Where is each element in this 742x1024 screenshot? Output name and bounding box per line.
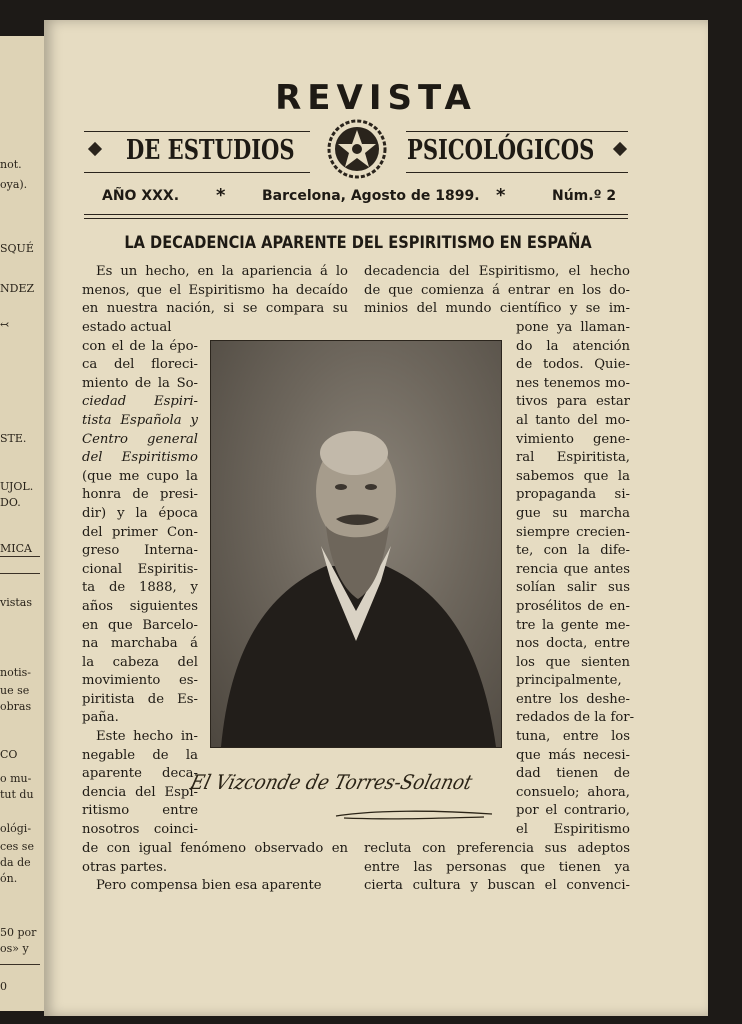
rule-line [84,218,628,219]
text-line: otras partes. [82,859,168,875]
text-line: los que sienten [516,654,630,670]
left-page-text-fragment: SQUÉ [0,242,34,255]
rule-line [406,172,628,173]
text-line: dencia del Espi- [82,784,198,800]
left-page-text-fragment: ón. [0,872,18,885]
signature-flourish-icon [334,806,494,822]
col1-last-line [82,877,348,896]
text-line: ral Espiritista, [516,450,630,466]
text-line: siempre crecien- [516,524,630,540]
text-line: miento de la So- [82,375,198,391]
left-page-text-fragment: 0 [0,980,7,993]
text-line: el Espiritismo [516,822,630,838]
divider [0,556,40,557]
diamond-ornament-icon [88,142,102,156]
left-page-text-fragment: MICA [0,542,32,555]
col2-bottom [364,840,630,896]
text-line: (que me cupo la [82,468,198,484]
text-line: entre las personas que tienen ya [364,859,630,875]
diamond-ornament-icon [613,142,627,156]
text-line: entre los deshe- [516,691,630,707]
text-line: de todos. Quie- [516,357,630,373]
text-line: ca del floreci- [82,357,198,373]
text-line: tista Española y [82,412,198,428]
col1-bottom [82,840,348,877]
asterisk-icon: * [496,185,506,206]
left-page-text-fragment: not. [0,158,22,171]
left-page-text-fragment: CO [0,748,18,761]
left-page-text-fragment: notis- [0,666,32,679]
left-page-text-fragment: os» y [0,942,29,955]
text-line: en que Barcelo- [82,617,198,633]
left-page-text-fragment: STE. [0,432,27,445]
text-line: pone ya llaman- [516,320,630,335]
text-line: vimiento gene- [516,431,630,447]
issue-place-date: Barcelona, Agosto de 1899. [262,188,480,204]
journal-subtitle-right: PSICOLÓGICOS [407,135,595,166]
asterisk-icon: * [216,185,226,206]
text-line: Este hecho in- [96,729,198,745]
text-line: nos docta, entre [516,636,630,652]
left-page-text-fragment: DO. [0,496,21,509]
text-line: cierta cultura y buscan el convenci- [364,878,630,894]
col1-narrow [82,319,198,840]
col1-top [82,263,348,319]
portrait-figure-icon [211,341,501,747]
text-line: negable de la [82,747,198,763]
text-line: minios del mundo científico y se im- [364,301,630,317]
col2-top [364,263,630,319]
left-page-text-fragment: ue se [0,684,30,697]
left-page-text-fragment: tut du [0,788,34,801]
left-page-text-fragment: ↢ [0,318,10,331]
text-line: años siguientes [82,598,198,614]
issue-year: AÑO XXX. [102,188,180,204]
text-line: recluta con preferencia sus adeptos [364,841,630,856]
text-line: tivos para estar [516,394,630,410]
text-line: de con igual fenómeno observado en [82,841,348,856]
text-line: piritista de Es- [82,691,198,707]
text-line: principalmente, [516,673,622,689]
text-line: la cabeza del [82,654,198,670]
text-line: do la atención [516,338,630,354]
text-line: en nuestra nación, si se compara su [82,301,348,317]
signature: El Vizconde de Torres-Solanot [188,770,475,794]
text-line: redados de la for- [516,710,635,726]
text-line: aparente deca- [82,766,198,782]
text-line: estado actual [82,320,172,335]
text-line: propaganda si- [516,487,630,503]
text-line: ciedad Espiri- [82,394,198,410]
text-line: de que comienza á entrar en los do- [364,282,630,298]
star-emblem-icon [326,118,388,180]
left-page-text-fragment: o mu- [0,772,32,785]
col2-narrow [516,319,635,840]
text-line: dir) y la época [82,505,198,521]
text-line: del primer Con- [82,524,198,540]
text-line: honra de presi- [82,487,198,503]
text-line: por el contrario, [516,803,630,819]
left-page-edge [0,36,46,1011]
text-line: dad tienen de [516,766,630,782]
left-page-text-fragment: UJOL. [0,480,34,493]
issue-number: Núm.º 2 [552,188,617,204]
rule-line [84,131,310,132]
text-line: na marchaba á [82,636,198,652]
text-line: ritismo entre [82,803,198,819]
divider [0,964,40,965]
text-line: prosélitos de en- [516,598,630,614]
text-line: del Espiritismo [82,450,198,466]
text-line: Pero compensa bien esa aparente [96,878,322,893]
text-line: te, con la dife- [516,543,630,559]
text-line: al tanto del mo- [516,412,630,428]
portrait-photo [210,340,502,748]
left-page-text-fragment: NDEZ [0,282,35,295]
article-title: LA DECADENCIA APARENTE DEL ESPIRITISMO EN ESPAÑA [124,233,592,253]
text-line: movimiento es- [82,673,198,689]
left-page-text-fragment: vistas [0,596,33,609]
text-line: solían salir sus [516,580,630,596]
text-line: cional Espiritis- [82,561,198,577]
text-line: tre la gente me- [516,617,630,633]
rule-line [84,172,310,173]
rule-line [84,214,628,215]
text-line: Es un hecho, en la apariencia á lo [96,264,348,279]
text-line: decadencia del Espiritismo, el hecho [364,264,630,279]
text-line: consuelo; ahora, [516,784,630,800]
journal-subtitle-left: DE ESTUDIOS [126,135,295,166]
text-line: nosotros coinci- [82,822,198,838]
left-page-text-fragment: obras [0,700,32,713]
left-page-text-fragment: ces se [0,840,34,853]
text-line: con el de la épo- [82,338,198,354]
left-page-text-fragment: oya). [0,178,28,191]
left-page-text-fragment: da de [0,856,31,869]
text-line: ta de 1888, y [82,580,198,596]
text-line: sabemos que la [516,468,630,484]
text-line: greso Interna- [82,543,198,559]
journal-title: REVISTA [275,78,477,118]
text-line: Centro general [82,431,198,447]
left-page-text-fragment: ológi- [0,822,32,835]
text-line: que más necesi- [516,747,630,763]
text-line: menos, que el Espiritismo ha decaído [82,282,348,298]
text-line: gue su marcha [516,505,630,521]
rule-line [406,131,628,132]
text-line: tuna, entre los [516,729,630,745]
divider [0,573,40,574]
text-line: paña. [82,710,119,726]
text-line: rencia que antes [516,561,630,577]
text-line: nes tenemos mo- [516,375,630,391]
journal-page [44,20,708,1016]
left-page-text-fragment: 50 por [0,926,37,939]
